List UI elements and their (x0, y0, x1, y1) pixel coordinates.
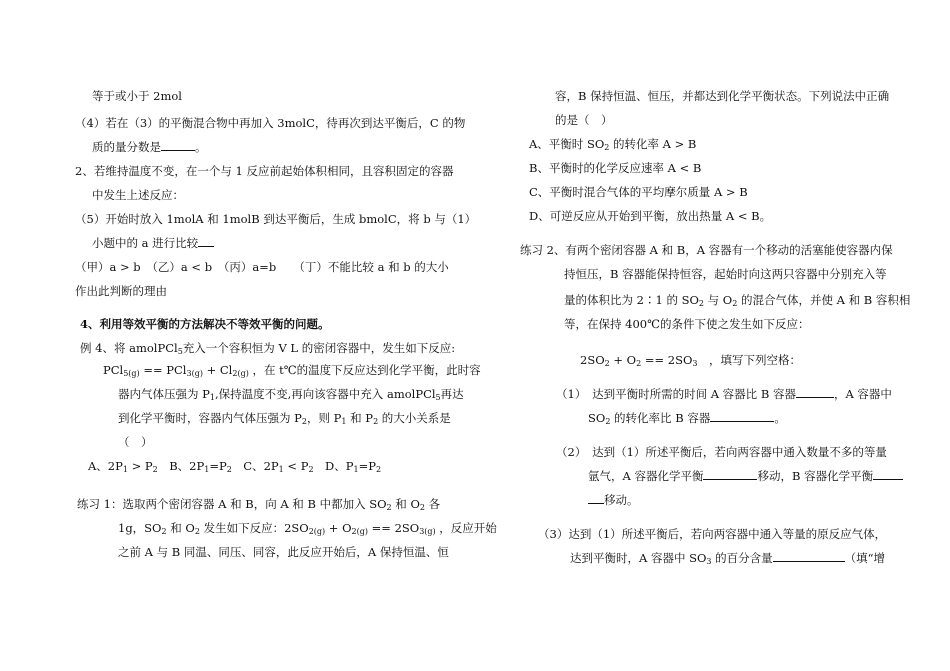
text-line: 练习 1：选取两个密闭容器 A 和 B，向 A 和 B 中都加入 $SO_2$ 和 $O_2$ 各 (77, 497, 441, 512)
text-line: 等于或小于 2mol (92, 89, 182, 103)
answer-blank (161, 140, 195, 151)
section-heading: 4、利用等效平衡的方法解决不等效平衡的问题。 (80, 317, 330, 331)
text-line: $SO_2$ 的转化率比 B 容器 。 (588, 411, 786, 426)
text-line: （1） 达到平衡时所需的时间 A 容器比 B 容器 ，A 容器中 (556, 387, 892, 401)
text-line: （4）若在（3）的平衡混合物中再加入 3molC，待再次到达平衡后，C 的物 (75, 116, 466, 130)
answer-blank (198, 236, 214, 247)
text-line: 等，在保持 400℃的条件下使之发生如下反应： (564, 317, 810, 331)
text-line: 达到平衡时，A 容器中 $SO_3$ 的百分含量 （填“增 (570, 551, 886, 566)
text-line: 器内气体压强为 $P_1$,保持温度不变,再向该容器中充入 amolPCl$_5$再达 (118, 387, 464, 402)
answer-blank (710, 411, 774, 422)
text-line: （甲）a > b （乙）a < b （丙）a=b （丁）不能比较 a 和 b 的大小 (75, 260, 449, 274)
text-line: 移动。 (588, 492, 639, 508)
text-line: （3）达到（1）所述平衡后，若向两容器中通入等量的原反应气体， (538, 527, 887, 541)
text-line: （2） 达到（1）所述平衡后，若向两容器中通入数量不多的等量 (556, 445, 887, 459)
text-line: 氩气，A 容器化学平衡 移动，B 容器化学平衡 (588, 468, 903, 484)
text-line: $PCl_{5(g)} == PCl_{3(g)} + Cl_{2(g)}$ ，在 t℃的温度下反应达到化学平衡，此时容 (103, 363, 481, 378)
answer-option: C、平衡时混合气体的平均摩尔质量 A > B (529, 185, 748, 199)
text-line: 质的量分数是 。 (92, 140, 207, 154)
text-line: 中发生上述反应： (92, 188, 184, 202)
text-line: 1g，$SO_2$ 和 $O_2$ 发生如下反应：$2SO_{2(g)} + O_{2(g)} == 2SO_{3(g)}$ ，反应开始 (118, 521, 497, 536)
text-line: （5）开始时放入 1molA 和 1molB 到达平衡后，生成 bmolC，将 b 与（1） (75, 212, 477, 226)
text-line: 容，B 保持恒温、恒压，并都达到化学平衡状态。下列说法中正确 (555, 89, 890, 103)
text-line: 的是（ ） (555, 113, 613, 127)
text-line: 到化学平衡时，容器内气体压强为 $P_2$，则 $P_1$ 和 $P_2$ 的大小关系是 (118, 411, 451, 426)
answer-option: A、平衡时 $SO_2$ 的转化率 A > B (529, 137, 697, 152)
reaction-equation: $2SO_2 + O_2 == 2SO_3$ ，填写下列空格： (580, 353, 801, 368)
answer-option: D、可逆反应从开始到平衡，放出热量 A < B。 (529, 209, 772, 223)
text-line: 持恒压，B 容器能保持恒容，起始时向这两只容器中分别充入等 (564, 267, 887, 281)
text-line: 练习 2、有两个密闭容器 A 和 B，A 容器有一个移动的活塞能使容器内保 (520, 243, 893, 257)
answer-option: B、平衡时的化学反应速率 A < B (529, 161, 702, 175)
text-line: 小题中的 a 进行比较 (92, 235, 214, 251)
text-line: （ ） (118, 435, 153, 449)
answer-blank (703, 469, 757, 480)
text-line: 作出此判断的理由 (75, 284, 167, 298)
answer-blank (773, 551, 845, 562)
text-line: 例 4、将 amolPCl$_5$充入一个容积恒为 V L 的密闭容器中，发生如下反应: (80, 341, 456, 356)
text-line: 2、若维持温度不变，在一个与 1 反应前起始体积相同，且容积固定的容器 (75, 164, 454, 178)
answer-blank (873, 469, 903, 480)
answer-options: A、$2P_1 > P_2$ B、$2P_1=P_2$ C、$2P_1 < P_2$ D、$P_1=P_2$ (88, 459, 382, 474)
answer-blank (588, 493, 604, 504)
answer-blank (796, 387, 834, 398)
text-line: 量的体积比为 2∶1 的 $SO_2$ 与 $O_2$ 的混合气体，并使 A 和 B 容积相 (564, 293, 911, 308)
text-line: 之前 A 与 B 同温、同压、同容，此反应开始后，A 保持恒温、恒 (118, 545, 449, 559)
